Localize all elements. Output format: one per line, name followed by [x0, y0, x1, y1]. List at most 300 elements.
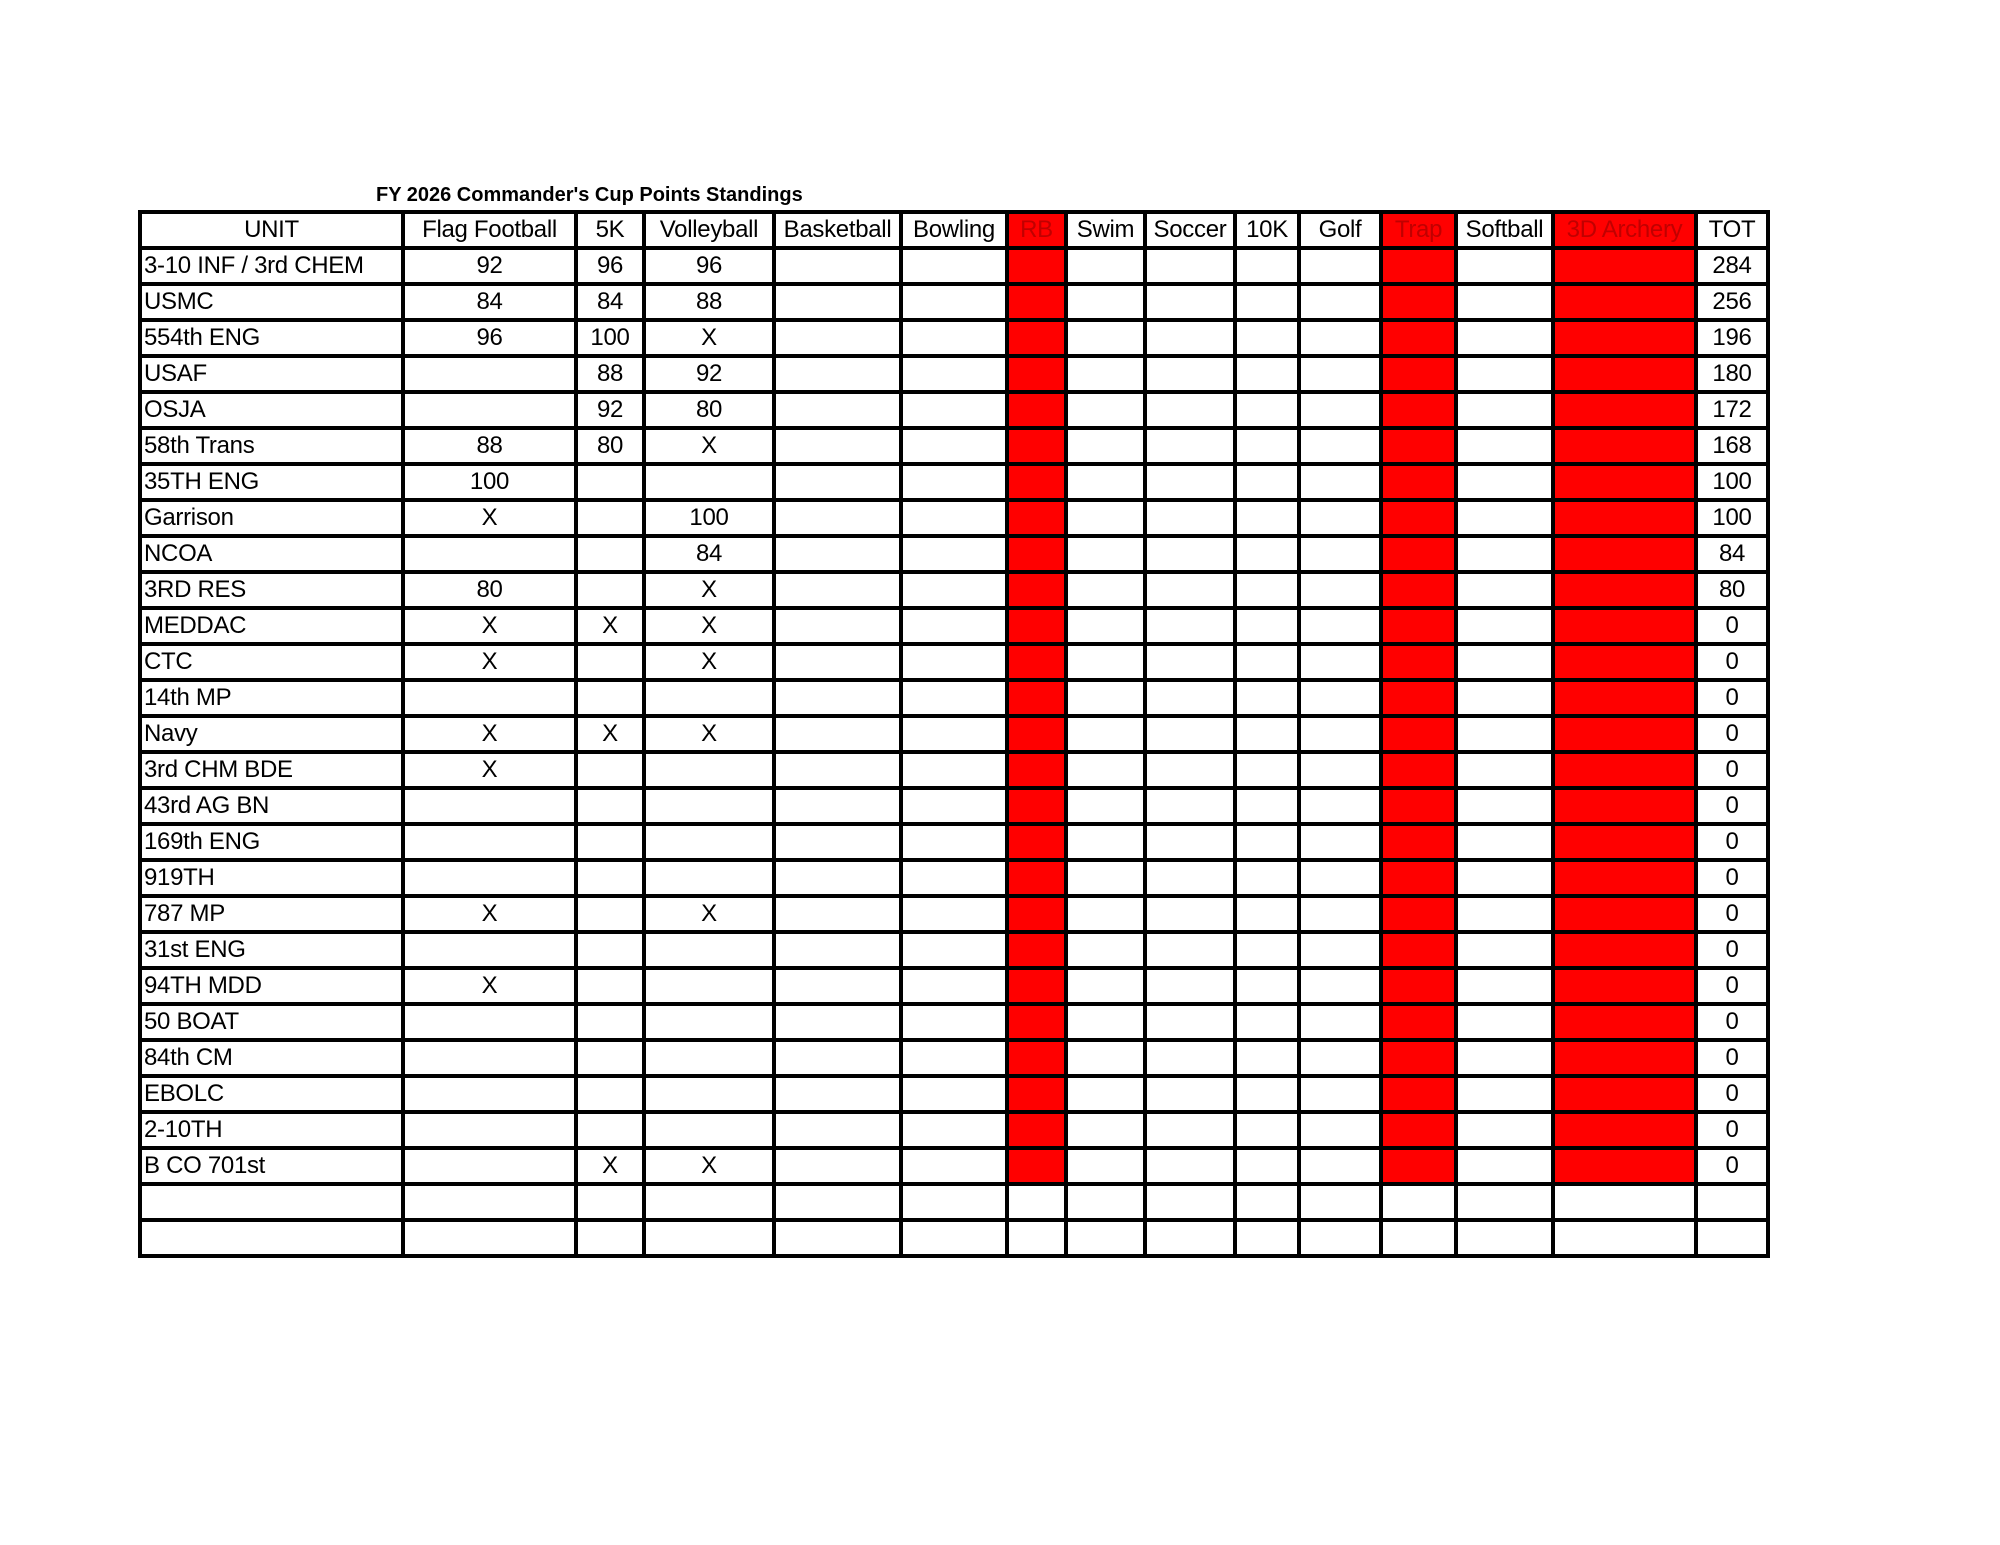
- score-cell: [1145, 536, 1235, 572]
- score-cell: [774, 824, 901, 860]
- score-cell: [1145, 1112, 1235, 1148]
- total-cell: [1696, 1220, 1768, 1256]
- score-cell: [1235, 1076, 1299, 1112]
- score-cell: [1235, 284, 1299, 320]
- score-cell: [901, 680, 1007, 716]
- score-cell: [1235, 536, 1299, 572]
- total-cell: 100: [1696, 464, 1768, 500]
- score-cell: X: [403, 896, 576, 932]
- table-row: [140, 1076, 1768, 1112]
- score-cell: [1299, 860, 1381, 896]
- score-cell: [1007, 860, 1066, 896]
- score-cell: [1007, 1040, 1066, 1076]
- score-cell: [1299, 932, 1381, 968]
- score-cell: [644, 1040, 774, 1076]
- score-cell: [1235, 464, 1299, 500]
- score-cell: [1553, 824, 1696, 860]
- column-header-10k: 10K: [1235, 212, 1299, 248]
- score-cell: [576, 572, 644, 608]
- score-cell: [901, 428, 1007, 464]
- score-cell: [774, 284, 901, 320]
- score-cell: [1066, 1220, 1145, 1256]
- score-cell: [1299, 608, 1381, 644]
- score-cell: [901, 356, 1007, 392]
- score-cell: [1553, 464, 1696, 500]
- score-cell: [774, 680, 901, 716]
- score-cell: X: [644, 572, 774, 608]
- standings-table: [138, 210, 1770, 1258]
- score-cell: [644, 788, 774, 824]
- score-cell: [901, 608, 1007, 644]
- score-cell: [1007, 896, 1066, 932]
- score-cell: X: [403, 500, 576, 536]
- score-cell: [901, 392, 1007, 428]
- score-cell: [1235, 248, 1299, 284]
- score-cell: [774, 464, 901, 500]
- score-cell: [576, 644, 644, 680]
- column-header-5k: 5K: [576, 212, 644, 248]
- score-cell: [1553, 1004, 1696, 1040]
- score-cell: X: [644, 320, 774, 356]
- total-cell: 0: [1696, 752, 1768, 788]
- score-cell: [1145, 392, 1235, 428]
- unit-cell: 919TH: [140, 860, 403, 896]
- score-cell: [1553, 1076, 1696, 1112]
- score-cell: [403, 1076, 576, 1112]
- score-cell: [1235, 356, 1299, 392]
- score-cell: [1381, 608, 1456, 644]
- table-row: [140, 824, 1768, 860]
- unit-cell: 2-10TH: [140, 1112, 403, 1148]
- score-cell: [644, 932, 774, 968]
- score-cell: [1066, 536, 1145, 572]
- score-cell: [576, 1220, 644, 1256]
- score-cell: [576, 680, 644, 716]
- score-cell: 92: [644, 356, 774, 392]
- score-cell: [1007, 464, 1066, 500]
- score-cell: X: [644, 1148, 774, 1184]
- score-cell: [576, 1004, 644, 1040]
- score-cell: [1299, 356, 1381, 392]
- column-header-3d-archery: 3D Archery: [1553, 212, 1696, 248]
- score-cell: [1299, 284, 1381, 320]
- score-cell: 80: [576, 428, 644, 464]
- score-cell: [1553, 428, 1696, 464]
- score-cell: [1553, 932, 1696, 968]
- score-cell: [403, 860, 576, 896]
- score-cell: [403, 356, 576, 392]
- score-cell: [1007, 608, 1066, 644]
- score-cell: X: [403, 968, 576, 1004]
- score-cell: [1553, 248, 1696, 284]
- column-header-swim: Swim: [1066, 212, 1145, 248]
- table-row: [140, 464, 1768, 500]
- score-cell: [1235, 1112, 1299, 1148]
- score-cell: [901, 572, 1007, 608]
- score-cell: X: [644, 716, 774, 752]
- score-cell: [1145, 788, 1235, 824]
- score-cell: [1145, 1220, 1235, 1256]
- score-cell: [1235, 392, 1299, 428]
- score-cell: [403, 1184, 576, 1220]
- score-cell: [1553, 1040, 1696, 1076]
- score-cell: [403, 1004, 576, 1040]
- score-cell: X: [576, 608, 644, 644]
- score-cell: [1553, 392, 1696, 428]
- score-cell: [1456, 1112, 1553, 1148]
- total-cell: 172: [1696, 392, 1768, 428]
- score-cell: [1381, 428, 1456, 464]
- unit-cell: 787 MP: [140, 896, 403, 932]
- score-cell: [1299, 428, 1381, 464]
- score-cell: [403, 680, 576, 716]
- score-cell: [901, 896, 1007, 932]
- total-cell: 0: [1696, 824, 1768, 860]
- unit-cell: 35TH ENG: [140, 464, 403, 500]
- score-cell: [901, 284, 1007, 320]
- score-cell: [1145, 1076, 1235, 1112]
- score-cell: [1299, 824, 1381, 860]
- score-cell: [1066, 1112, 1145, 1148]
- score-cell: [576, 824, 644, 860]
- score-cell: [1456, 752, 1553, 788]
- score-cell: [901, 1076, 1007, 1112]
- score-cell: [1553, 752, 1696, 788]
- score-cell: [774, 1148, 901, 1184]
- score-cell: [1299, 680, 1381, 716]
- total-cell: 196: [1696, 320, 1768, 356]
- score-cell: [1381, 644, 1456, 680]
- total-cell: 180: [1696, 356, 1768, 392]
- total-cell: 256: [1696, 284, 1768, 320]
- score-cell: [1007, 572, 1066, 608]
- score-cell: [1381, 824, 1456, 860]
- score-cell: [1066, 824, 1145, 860]
- score-cell: [1235, 428, 1299, 464]
- score-cell: [1007, 824, 1066, 860]
- score-cell: [1066, 248, 1145, 284]
- score-cell: [1456, 392, 1553, 428]
- score-cell: [1007, 536, 1066, 572]
- score-cell: [901, 716, 1007, 752]
- score-cell: X: [576, 1148, 644, 1184]
- score-cell: [403, 932, 576, 968]
- score-cell: [644, 752, 774, 788]
- score-cell: [901, 824, 1007, 860]
- unit-cell: 94TH MDD: [140, 968, 403, 1004]
- score-cell: [403, 536, 576, 572]
- score-cell: [1066, 1148, 1145, 1184]
- score-cell: [1299, 716, 1381, 752]
- score-cell: [1066, 392, 1145, 428]
- unit-cell: 43rd AG BN: [140, 788, 403, 824]
- table-row: [140, 608, 1768, 644]
- score-cell: [1456, 968, 1553, 1004]
- score-cell: [644, 1184, 774, 1220]
- score-cell: [1066, 500, 1145, 536]
- unit-cell: 3rd CHM BDE: [140, 752, 403, 788]
- score-cell: [1066, 572, 1145, 608]
- score-cell: [1553, 1220, 1696, 1256]
- score-cell: [1066, 680, 1145, 716]
- score-cell: [1066, 716, 1145, 752]
- score-cell: 84: [644, 536, 774, 572]
- score-cell: [1066, 644, 1145, 680]
- score-cell: [901, 464, 1007, 500]
- score-cell: 96: [644, 248, 774, 284]
- score-cell: [1456, 608, 1553, 644]
- score-cell: [1456, 680, 1553, 716]
- table-row: [140, 896, 1768, 932]
- table-body: [140, 248, 1768, 1256]
- score-cell: [1456, 1076, 1553, 1112]
- score-cell: [774, 1112, 901, 1148]
- total-cell: 284: [1696, 248, 1768, 284]
- table-row: [140, 356, 1768, 392]
- score-cell: [1145, 968, 1235, 1004]
- score-cell: [1381, 320, 1456, 356]
- score-cell: [1381, 788, 1456, 824]
- score-cell: [1381, 968, 1456, 1004]
- score-cell: [1235, 896, 1299, 932]
- score-cell: [576, 968, 644, 1004]
- score-cell: [1066, 1040, 1145, 1076]
- total-cell: 0: [1696, 860, 1768, 896]
- score-cell: [901, 248, 1007, 284]
- score-cell: [774, 932, 901, 968]
- score-cell: 88: [644, 284, 774, 320]
- total-cell: 0: [1696, 1112, 1768, 1148]
- total-cell: 0: [1696, 1076, 1768, 1112]
- score-cell: [1145, 1148, 1235, 1184]
- score-cell: [644, 1004, 774, 1040]
- header-row: [140, 212, 1768, 248]
- score-cell: [1381, 680, 1456, 716]
- score-cell: [1145, 500, 1235, 536]
- total-cell: 0: [1696, 1148, 1768, 1184]
- score-cell: 88: [403, 428, 576, 464]
- score-cell: [1299, 464, 1381, 500]
- score-cell: [1553, 896, 1696, 932]
- score-cell: [1456, 464, 1553, 500]
- unit-cell: EBOLC: [140, 1076, 403, 1112]
- score-cell: [1456, 1148, 1553, 1184]
- score-cell: [1553, 680, 1696, 716]
- table-row: [140, 572, 1768, 608]
- score-cell: [1145, 464, 1235, 500]
- score-cell: [901, 1220, 1007, 1256]
- score-cell: [1145, 572, 1235, 608]
- score-cell: [1381, 248, 1456, 284]
- score-cell: [1066, 1004, 1145, 1040]
- score-cell: 96: [576, 248, 644, 284]
- score-cell: [1553, 320, 1696, 356]
- total-cell: 0: [1696, 896, 1768, 932]
- table-row: [140, 1040, 1768, 1076]
- column-header-bowling: Bowling: [901, 212, 1007, 248]
- unit-cell: Navy: [140, 716, 403, 752]
- score-cell: [1299, 320, 1381, 356]
- score-cell: [901, 860, 1007, 896]
- score-cell: [1456, 644, 1553, 680]
- score-cell: 84: [576, 284, 644, 320]
- score-cell: [1066, 356, 1145, 392]
- score-cell: [1145, 356, 1235, 392]
- score-cell: X: [644, 896, 774, 932]
- table-row: [140, 1220, 1768, 1256]
- score-cell: [774, 608, 901, 644]
- score-cell: [403, 392, 576, 428]
- table-row: [140, 968, 1768, 1004]
- table-row: [140, 788, 1768, 824]
- score-cell: [901, 536, 1007, 572]
- unit-cell: 50 BOAT: [140, 1004, 403, 1040]
- unit-cell: Garrison: [140, 500, 403, 536]
- score-cell: [576, 1076, 644, 1112]
- score-cell: [774, 500, 901, 536]
- score-cell: [1381, 1148, 1456, 1184]
- score-cell: [1456, 860, 1553, 896]
- total-cell: 80: [1696, 572, 1768, 608]
- score-cell: [1066, 788, 1145, 824]
- unit-cell: 3-10 INF / 3rd CHEM: [140, 248, 403, 284]
- score-cell: [774, 752, 901, 788]
- unit-cell: 169th ENG: [140, 824, 403, 860]
- unit-cell: 31st ENG: [140, 932, 403, 968]
- score-cell: [644, 1220, 774, 1256]
- score-cell: [576, 1040, 644, 1076]
- score-cell: [1456, 1220, 1553, 1256]
- score-cell: [1553, 608, 1696, 644]
- score-cell: [1007, 1148, 1066, 1184]
- score-cell: [1381, 1076, 1456, 1112]
- score-cell: [403, 1112, 576, 1148]
- total-cell: 0: [1696, 644, 1768, 680]
- score-cell: [1235, 644, 1299, 680]
- table-row: [140, 752, 1768, 788]
- score-cell: [1456, 248, 1553, 284]
- total-cell: 84: [1696, 536, 1768, 572]
- score-cell: [901, 1148, 1007, 1184]
- score-cell: [1235, 932, 1299, 968]
- score-cell: [1456, 536, 1553, 572]
- score-cell: [1235, 1148, 1299, 1184]
- total-cell: 0: [1696, 788, 1768, 824]
- score-cell: X: [644, 608, 774, 644]
- score-cell: [1299, 1184, 1381, 1220]
- column-header-volleyball: Volleyball: [644, 212, 774, 248]
- score-cell: [774, 320, 901, 356]
- table-row: [140, 248, 1768, 284]
- score-cell: [1553, 572, 1696, 608]
- unit-cell: 3RD RES: [140, 572, 403, 608]
- score-cell: [1007, 716, 1066, 752]
- score-cell: [1145, 680, 1235, 716]
- score-cell: [1381, 896, 1456, 932]
- column-header-basketball: Basketball: [774, 212, 901, 248]
- score-cell: X: [403, 608, 576, 644]
- score-cell: X: [403, 716, 576, 752]
- score-cell: [774, 896, 901, 932]
- score-cell: [1299, 896, 1381, 932]
- score-cell: [1145, 1184, 1235, 1220]
- score-cell: [576, 464, 644, 500]
- score-cell: [1299, 392, 1381, 428]
- score-cell: [1235, 1184, 1299, 1220]
- column-header-trap: Trap: [1381, 212, 1456, 248]
- score-cell: [403, 788, 576, 824]
- score-cell: [1066, 608, 1145, 644]
- score-cell: [1553, 500, 1696, 536]
- table-row: [140, 1148, 1768, 1184]
- score-cell: [901, 932, 1007, 968]
- score-cell: [1456, 896, 1553, 932]
- score-cell: [774, 536, 901, 572]
- score-cell: [1007, 392, 1066, 428]
- score-cell: [1553, 716, 1696, 752]
- score-cell: [1066, 968, 1145, 1004]
- total-cell: 0: [1696, 1004, 1768, 1040]
- score-cell: [1299, 788, 1381, 824]
- score-cell: [1145, 932, 1235, 968]
- score-cell: [1235, 1040, 1299, 1076]
- score-cell: [1381, 356, 1456, 392]
- score-cell: 100: [576, 320, 644, 356]
- score-cell: [901, 1112, 1007, 1148]
- score-cell: [1553, 1184, 1696, 1220]
- score-cell: [1007, 500, 1066, 536]
- score-cell: [774, 860, 901, 896]
- score-cell: [774, 788, 901, 824]
- score-cell: [1145, 860, 1235, 896]
- unit-cell: USMC: [140, 284, 403, 320]
- score-cell: [901, 1004, 1007, 1040]
- total-cell: [1696, 1184, 1768, 1220]
- unit-cell: NCOA: [140, 536, 403, 572]
- score-cell: [644, 1112, 774, 1148]
- score-cell: [774, 392, 901, 428]
- score-cell: [1456, 320, 1553, 356]
- table-row: [140, 500, 1768, 536]
- score-cell: [1235, 608, 1299, 644]
- score-cell: [1381, 572, 1456, 608]
- score-cell: [1299, 1040, 1381, 1076]
- score-cell: [1235, 1004, 1299, 1040]
- score-cell: [1553, 284, 1696, 320]
- score-cell: [1299, 752, 1381, 788]
- score-cell: [1381, 752, 1456, 788]
- score-cell: [1145, 716, 1235, 752]
- score-cell: [1145, 896, 1235, 932]
- unit-cell: CTC: [140, 644, 403, 680]
- score-cell: [576, 1112, 644, 1148]
- score-cell: [774, 572, 901, 608]
- score-cell: [1456, 824, 1553, 860]
- table-row: [140, 284, 1768, 320]
- score-cell: 80: [403, 572, 576, 608]
- score-cell: [1381, 716, 1456, 752]
- score-cell: [403, 1040, 576, 1076]
- unit-cell: 14th MP: [140, 680, 403, 716]
- score-cell: [1007, 1076, 1066, 1112]
- score-cell: [1066, 932, 1145, 968]
- score-cell: [1145, 752, 1235, 788]
- unit-cell: [140, 1220, 403, 1256]
- score-cell: X: [644, 428, 774, 464]
- score-cell: [901, 1040, 1007, 1076]
- score-cell: [1235, 1220, 1299, 1256]
- score-cell: [901, 788, 1007, 824]
